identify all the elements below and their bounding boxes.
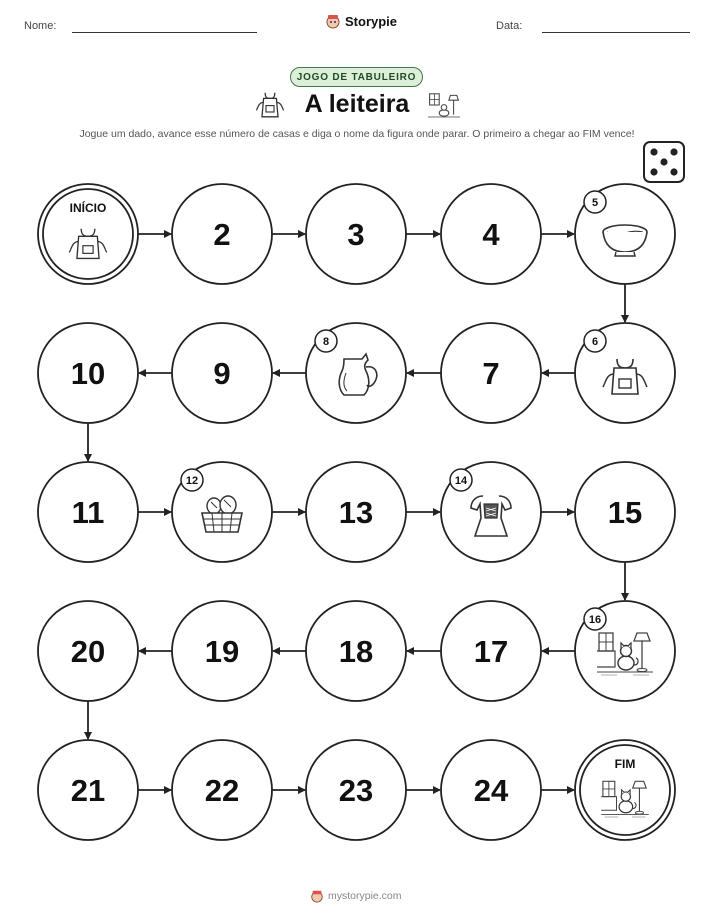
space-circle — [38, 184, 138, 284]
board-space-13[interactable] — [306, 462, 406, 562]
board-space-6[interactable] — [575, 323, 675, 423]
board-space-12[interactable] — [172, 462, 272, 562]
storypie-mascot-icon — [310, 889, 324, 903]
board-space-11[interactable] — [38, 462, 138, 562]
board-space-4[interactable] — [441, 184, 541, 284]
brand-name: Storypie — [345, 13, 398, 29]
page-title: A leiteira — [304, 90, 410, 118]
space-number: 22 — [204, 773, 240, 808]
board-space-21[interactable] — [38, 740, 138, 840]
board-space-17[interactable] — [441, 601, 541, 701]
board-space-22[interactable] — [172, 740, 272, 840]
start-label: INÍCIO — [69, 201, 107, 215]
space-number: 18 — [338, 634, 374, 669]
board-space-18[interactable] — [306, 601, 406, 701]
space-number: 15 — [607, 495, 643, 530]
board-space-3[interactable] — [306, 184, 406, 284]
board-space-25[interactable] — [575, 740, 675, 840]
space-circle — [575, 740, 675, 840]
board-space-16[interactable] — [575, 601, 675, 701]
game-type-badge: JOGO DE TABULEIRO — [290, 67, 423, 87]
bread-basket-icon — [202, 496, 242, 532]
instructions: Jogue um dado, avance esse número de casas e diga o nome da figura onde parar. O primeiro a chegar ao FIM vence! — [79, 128, 635, 140]
board-space-9[interactable] — [172, 323, 272, 423]
board-space-15[interactable] — [575, 462, 675, 562]
space-number: 9 — [213, 356, 231, 391]
board-space-14[interactable] — [441, 462, 541, 562]
space-number: 20 — [70, 634, 106, 669]
board-space-1[interactable] — [38, 184, 138, 284]
space-number: 11 — [71, 495, 105, 530]
space-number: 23 — [338, 773, 374, 808]
space-number: 16 — [588, 614, 602, 626]
space-number: 3 — [347, 217, 365, 252]
space-number: 19 — [204, 634, 240, 669]
space-number: 7 — [482, 356, 500, 391]
board-space-20[interactable] — [38, 601, 138, 701]
space-number: 6 — [591, 336, 599, 348]
space-number: 24 — [473, 773, 509, 808]
space-number: 2 — [213, 217, 231, 252]
space-number: 5 — [591, 197, 599, 209]
board-space-19[interactable] — [172, 601, 272, 701]
board-space-5[interactable] — [575, 184, 675, 284]
end-label: FIM — [614, 757, 636, 771]
date-label: Data: — [496, 20, 523, 32]
footer-url[interactable]: mystorypie.com — [328, 890, 402, 902]
space-number: 12 — [185, 475, 199, 487]
board-space-23[interactable] — [306, 740, 406, 840]
name-label: Nome: — [24, 20, 57, 32]
space-number: 13 — [338, 495, 374, 530]
space-number: 14 — [454, 475, 468, 487]
board-space-2[interactable] — [172, 184, 272, 284]
dice-five-icon — [642, 140, 686, 184]
board-space-8[interactable] — [306, 323, 406, 423]
space-number: 17 — [473, 634, 509, 669]
board-space-7[interactable] — [441, 323, 541, 423]
board-space-24[interactable] — [441, 740, 541, 840]
space-number: 21 — [70, 773, 106, 808]
space-number: 10 — [70, 356, 106, 391]
space-number: 8 — [322, 336, 330, 348]
space-number: 4 — [482, 217, 500, 252]
board-space-10[interactable] — [38, 323, 138, 423]
footer — [310, 889, 402, 903]
